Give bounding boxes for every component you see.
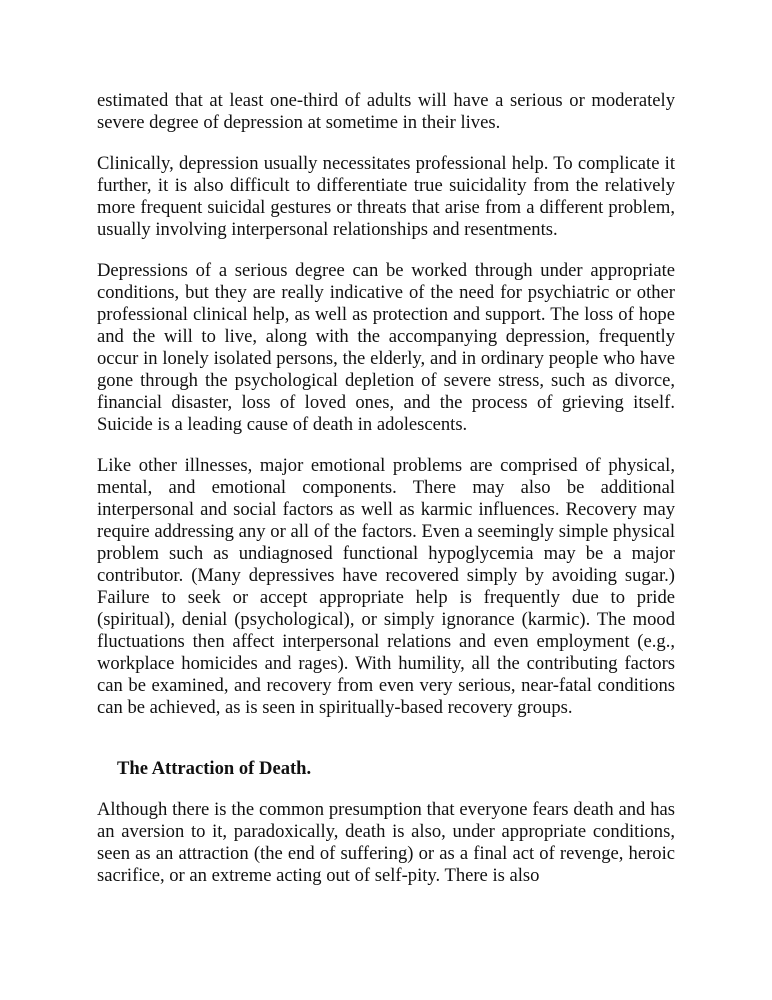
paragraph-serious-depressions: Depressions of a serious degree can be worked through under appropriate conditions, but they are really indicative of the need for psychiatric or other professional clinical help, as well as protection and support. The loss of hope and the will to live, along with the accompanying depression, frequently occur in lonely isolated persons, the elderly, and in ordinary people who have gone through the psychological depletion of severe stress, such as divorce, financial disaster, loss of loved ones, and the process of grieving itself. Suicide is a leading cause of death in adolescents. (97, 260, 675, 435)
paragraph-attraction-of-death: Although there is the common presumption that everyone fears death and has an aversion to it, paradoxically, death is also, under appropriate conditions, seen as an attraction (the end of suffering) or as a final act of revenge, heroic sacrifice, or an extreme acting out of self-pity. There is also (97, 799, 675, 886)
paragraph-depression-prevalence: estimated that at least one-third of adults will have a serious or moderately severe degree of depression at sometime in their lives. (97, 90, 675, 133)
section-heading: The Attraction of Death. (117, 758, 312, 779)
document-page (97, 90, 675, 906)
paragraph-emotional-components: Like other illnesses, major emotional problems are comprised of physical, mental, and emotional components. There may also be additional interpersonal and social factors as well as karmic influences. Recovery may require addressing any or all of the factors. Even a seemingly simple physical problem such as undiagnosed functional hypoglycemia may be a major contributor. (Many depressives have recovered simply by avoiding sugar.) Failure to seek or accept appropriate help is frequently due to pride (spiritual), denial (psychological), or simply ignorance (karmic). The mood fluctuations then affect interpersonal relations and even employment (e.g., workplace homicides and rages). With humility, all the contributing factors can be examined, and recovery from even very serious, near-fatal conditions can be achieved, as is seen in spiritually-based recovery groups. (97, 455, 675, 718)
paragraph-clinical-help: Clinically, depression usually necessitates professional help. To complicate it further, it is also difficult to differentiate true suicidality from the relatively more frequent suicidal gestures or threats that arise from a different problem, usually involving interpersonal relationships and resentments. (97, 153, 675, 240)
